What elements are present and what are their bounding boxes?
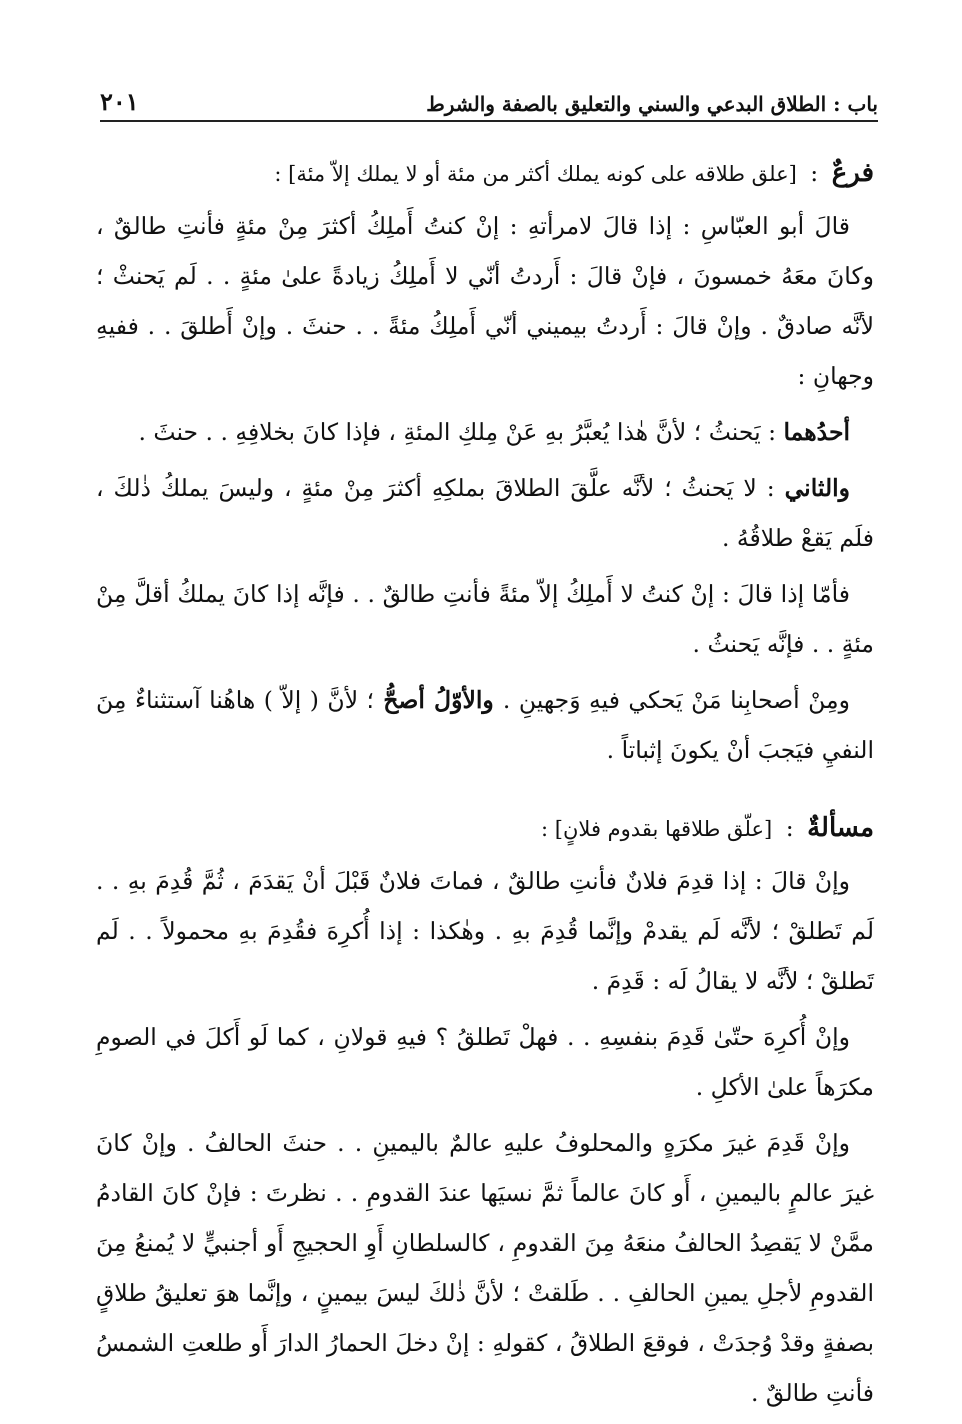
paragraph-text: وإنْ قالَ : إذا قدِمَ فلانٌ فأنتِ طالقٌ ، فماتَ فلانٌ قَبْلَ أنْ يَقدَمَ ، ثُمَّ قُدِمَ بهِ . . لَم تَطلقْ ؛ لأنَّه لَم يقدمْ وإنَّما قُدِمَ بهِ . وهٰكذا : إذا أُكرِهَ فقُدِمَ بهِ محمولاً . . لَم تَطلقْ ؛ لأنَّه لا يقالُ لَه : قَدِمَ . [96, 867, 874, 995]
paragraph [96, 1118, 874, 1418]
paragraph-text: : يَحنثُ ؛ لأنَّ هٰذا يُعبَّرُ بهِ عَنْ مِلكِ المئةِ ، فإذا كانَ بخلافِهِ . . حنثَ . [138, 418, 784, 446]
paragraph-text: وإنْ أُكرِهَ حتّىٰ قَدِمَ بنفسِهِ . . فهلْ تَطلقُ ؟ فيهِ قولانِ ، كما لَو أَكلَ في الصومِ مكرَهاً علىٰ الأكلِ . [96, 1023, 874, 1101]
paragraph [96, 201, 874, 401]
paragraph-emphasis: والأوّلُ أصحُّ [374, 686, 503, 714]
paragraph-text: وإنْ قَدِمَ غيرَ مكرَهٍ والمحلوفُ عليهِ عالمٌ باليمينِ . . حنثَ الحالفُ . وإنْ كانَ غيرَ عالمٍ باليمينِ ، أَو كانَ عالماً ثمَّ نسيَها عندَ القدومِ . . نظرتَ : فإنْ كانَ القادمُ ممَّنْ لا يَقصِدُ الحالفُ منعَهُ مِنَ القدومِ ، كالسلطانِ أَوِ الحجيجِ أَو أجنبيٍّ لا يُمنعُ مِنَ القدومِ لأجلِ يمينِ الحالفِ . . طَلقتْ ؛ لأنَّ ذٰلكَ ليسَ بيمينٍ ، وإنَّما هوَ تعليقُ طلاقٍ بصفةٍ وقدْ وُجدَتْ ، فوقعَ الطلاقُ ، كقولهِ : إنْ دخلَ الحمارُ الدارَ أَو طلعتِ الشمسُ فأنتِ طالقٌ . [96, 1129, 874, 1407]
heading-topic: [علّق طلاقها بقدوم فلانٍ] : [541, 817, 773, 841]
section-gap [96, 781, 874, 803]
page-number: ٢٠١ [100, 87, 139, 116]
heading-topic: [علق طلاقه على كونه يملك أكثر من مئة أو لا يملك إلاّ مئة] : [274, 162, 797, 186]
section-heading [96, 148, 874, 199]
section-heading [96, 803, 874, 854]
heading-label: فرعٌ [831, 158, 874, 188]
heading-separator: : [810, 159, 819, 187]
paragraph-text: ؛ لأنَّ ( إلاّ ) هاهُنا آستثناءٌ مِنَ النفيِ فيَجبَ أنْ يكونَ إثباتاً . [96, 686, 874, 764]
page-body [96, 148, 874, 1424]
section-far [96, 148, 874, 775]
running-header [100, 80, 878, 122]
paragraph-text: : لا يَحنثُ ؛ لأنَّه علَّقَ الطلاقَ بملكِهِ أكثرَ مِنْ مئةٍ ، وليسَ يملكُ ذٰلكَ ، فلَم يَقعْ طلاقُهُ . [96, 474, 874, 552]
chapter-title: باب : الطلاق البدعي والسني والتعليق بالصفة والشرط [426, 92, 878, 116]
paragraph-lead: أحدُهما [783, 418, 850, 446]
section-masala [96, 803, 874, 1418]
paragraph [96, 463, 874, 563]
paragraph [96, 407, 874, 457]
paragraph-text: ومِنْ أصحابِنا مَنْ يَحكي فيهِ وَجهينِ . [502, 686, 850, 714]
paragraph-text: قالَ أبو العبّاسِ : إذا قالَ لامرأتهِ : إنْ كنتُ أَملِكُ أكثرَ مِنْ مئةٍ فأنتِ طالقٌ ، وكانَ معَهُ خمسونَ ، فإنْ قالَ : أَردتُ أنّي لا أَملِكُ زيادةً علىٰ مئةٍ . . لَم يَحنثْ ؛ لأنَّه صادقٌ . وإنْ قالَ : أَردتُ بيميني أنّي أَملِكُ مئةً . . حنثَ . وإنْ أَطلقَ . . ففيهِ وجهانِ : [96, 212, 874, 390]
paragraph [96, 569, 874, 669]
paragraph-lead: والثاني [784, 474, 850, 502]
heading-separator: : [785, 814, 794, 842]
paragraph [96, 1012, 874, 1112]
heading-label: مسألةٌ [807, 813, 874, 843]
paragraph [96, 856, 874, 1006]
paragraph-text: فأمّا إذا قالَ : إنْ كنتُ لا أَملِكُ إلاّ مئةً فأنتِ طالقٌ . . فإنَّه إذا كانَ يملكُ أقلَّ مِنْ مئةٍ . . فإنَّه يَحنثُ . [96, 580, 874, 658]
paragraph [96, 675, 874, 775]
